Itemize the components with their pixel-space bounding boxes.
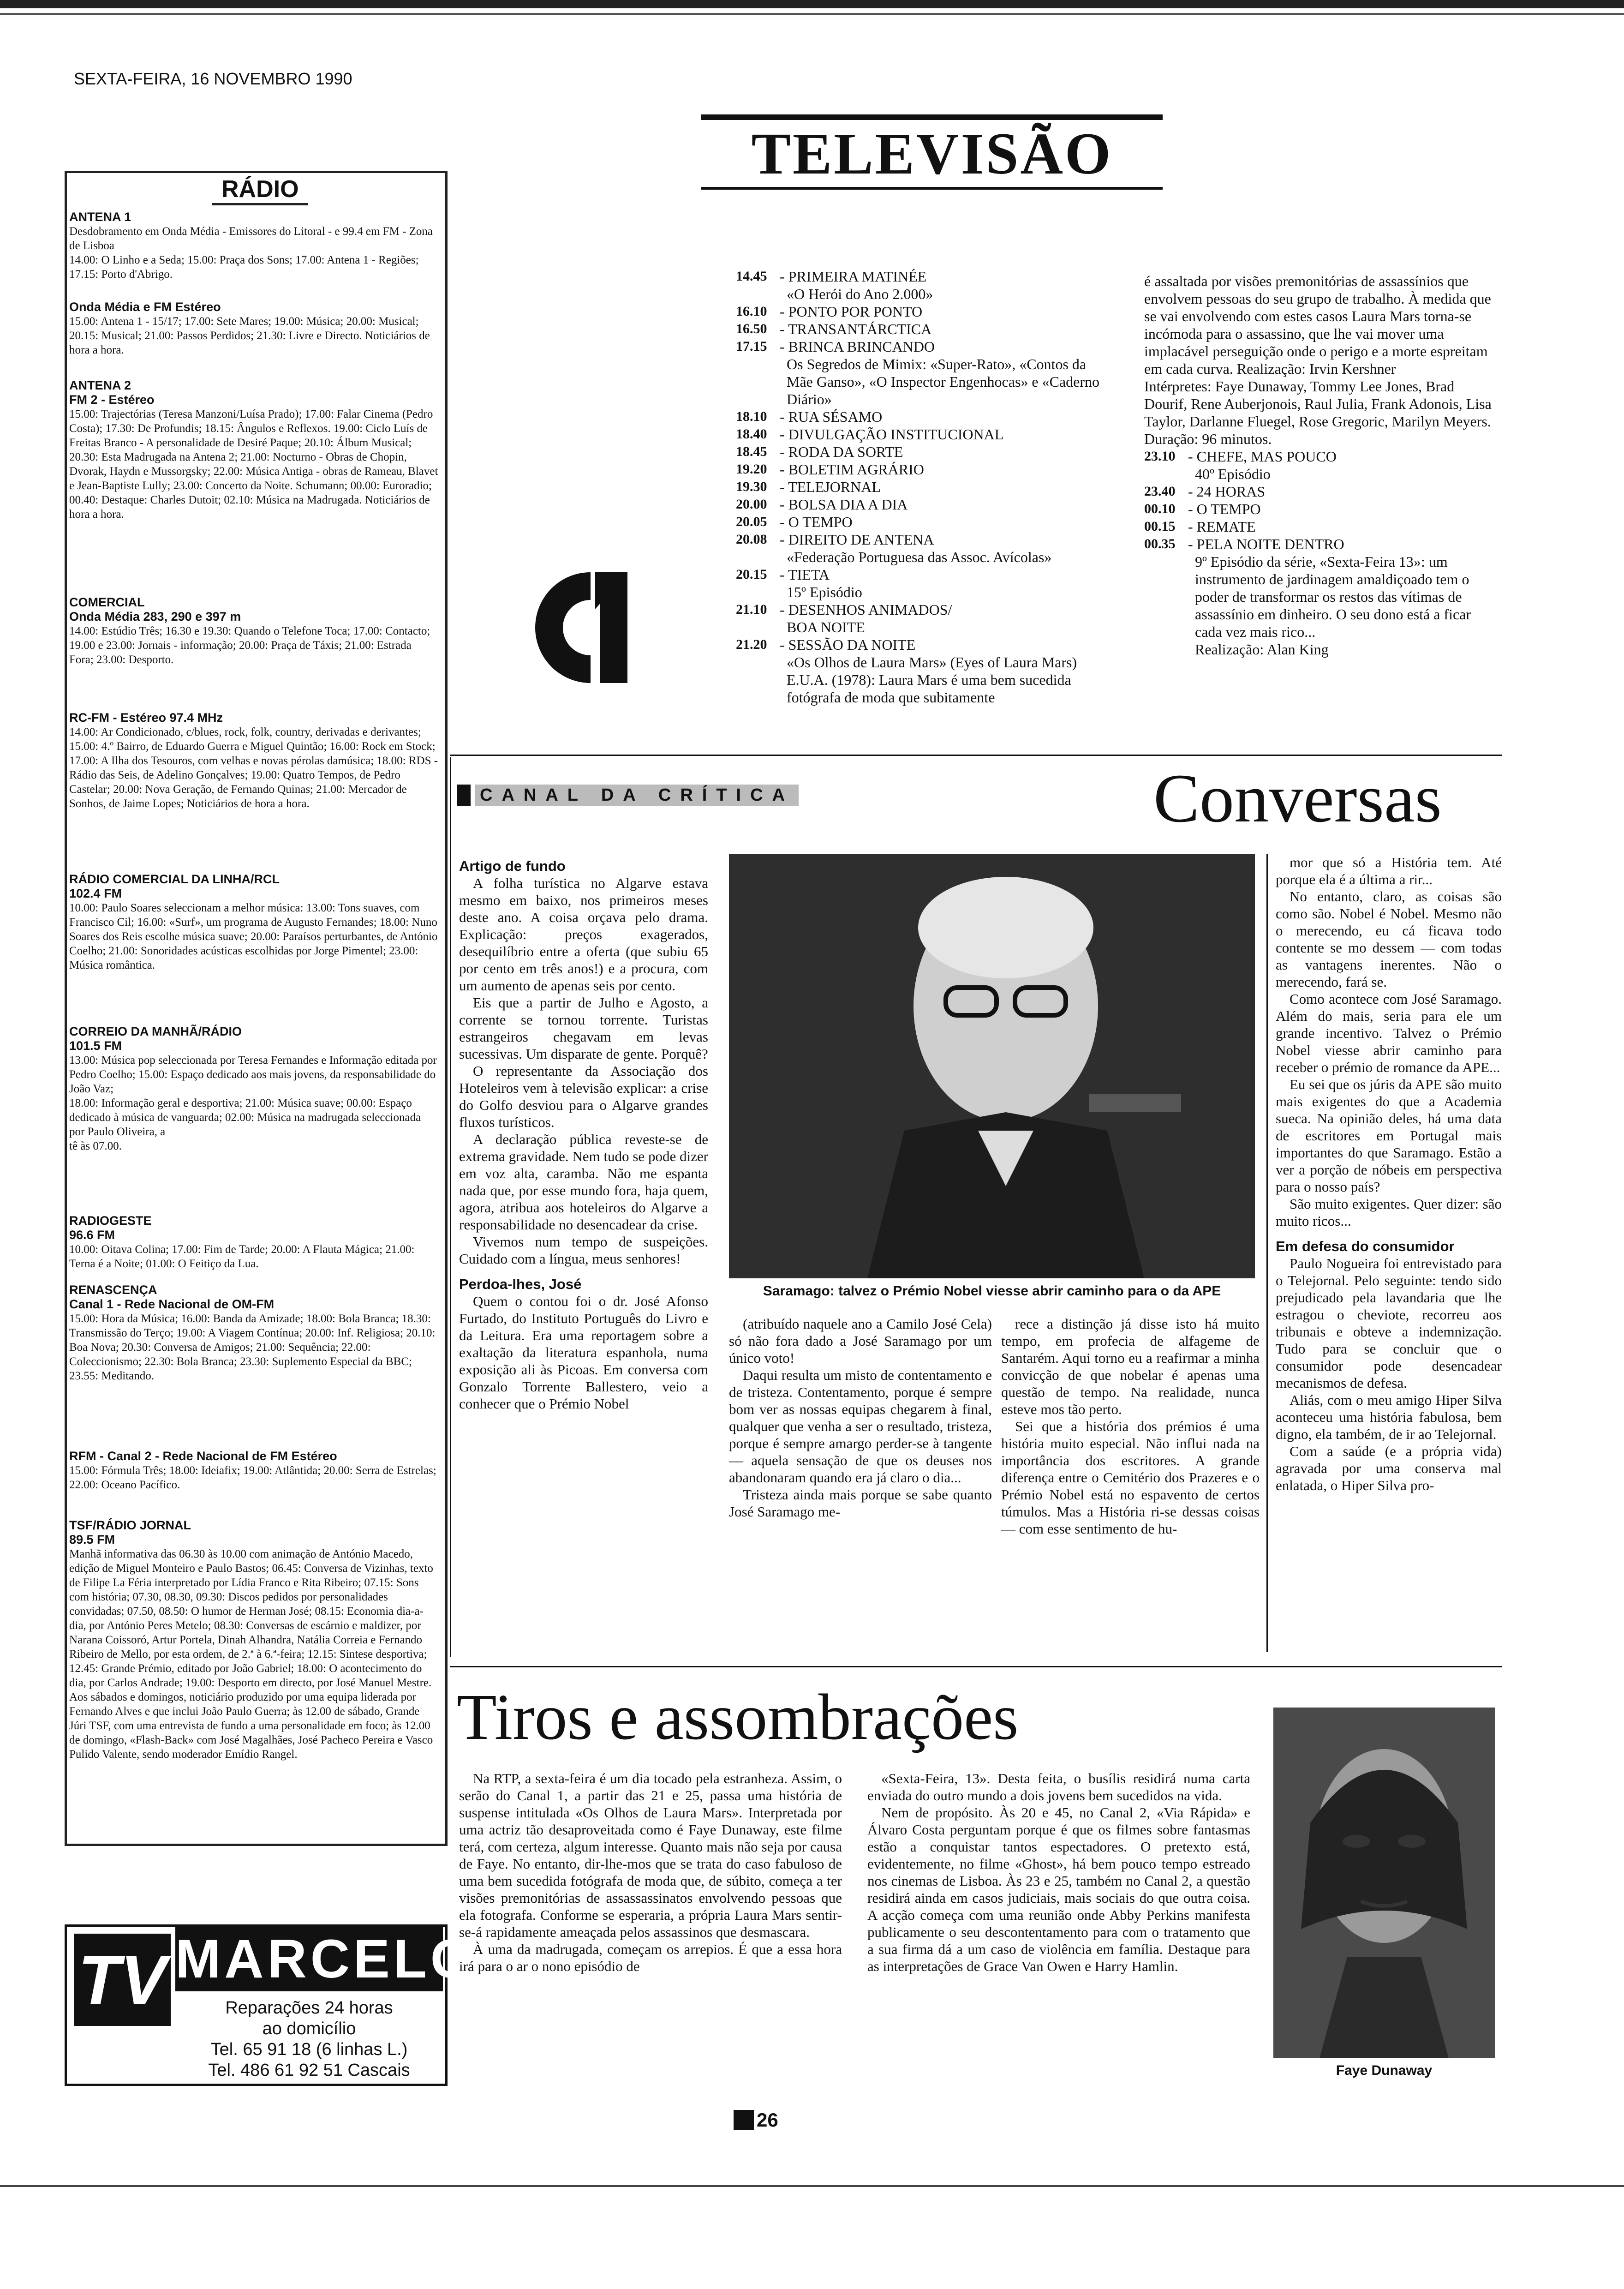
tv-program-description: «O Herói do Ano 2.000» xyxy=(787,286,933,302)
tv-program-time: 21.20 xyxy=(736,637,767,652)
radio-station-heading: TSF/RÁDIO JORNAL 89.5 FM xyxy=(69,1518,191,1546)
article-paragraph: À uma da madrugada, começam os arrepios. É que a essa hora irá para o ar o nono episódio de xyxy=(459,1941,842,1974)
article-paragraph: A folha turística no Algarve estava mesmo em baixo, nos primeiros meses deste ano. A coisa orçava pelo drama. Explicação: preços exagerados, desequilíbrio entre a oferta (que subiu 65 por cento em três anos!) e a procura, com um aumento de apenas seis por cento. xyxy=(459,875,708,994)
tv-title-rule xyxy=(701,114,1163,120)
tv-program-title: - CHEFE, MAS POUCO xyxy=(1188,448,1337,465)
tv-program xyxy=(736,338,1114,408)
conversas-headline: Conversas xyxy=(1153,760,1442,837)
radio-station-schedule: 13.00: Música pop seleccionada por Teresa Fernandes e Informação editada por Pedro Coelho; 15.00: Espaço dedicado aos mais jovens, da responsabilidade do João Vaz; 18.00: Informação geral e desportiva; 21.00: Música suave; 00.00: Espaço dedicado à música de vanguarda; 02.00: Música na madrugada seleccionada por Paulo Oliveira, a tê às 07.00. xyxy=(69,1054,437,1152)
tv-program-title: - TELEJORNAL xyxy=(780,479,881,495)
article-paragraph: Eis que a partir de Julho e Agosto, a corrente se tornou torrente. Turistas estrangeiros chegavam em levas sucessivas. Um disparate de gente. Porquê? xyxy=(459,995,708,1062)
tv-program-time: 20.05 xyxy=(736,514,767,529)
radio-station-0 xyxy=(69,210,438,282)
radio-station-heading: RÁDIO COMERCIAL DA LINHA/RCL 102.4 FM xyxy=(69,872,280,900)
radio-station-6 xyxy=(69,1025,438,1153)
faye-dunaway-photo-image xyxy=(1273,1708,1495,2058)
tv-program xyxy=(1144,518,1495,535)
radio-station-4 xyxy=(69,711,438,811)
tv-program xyxy=(736,461,1114,478)
radio-station-schedule: 15.00: Trajectórias (Teresa Manzoni/Luísa Prado); 17.00: Falar Cinema (Pedro Costa); 17.30: De Profundis; 18.15: Ângulos e Reflexos. 19.00: Ciclo Luís de Freitas Branco - A personalidade de Desiré Paque; 20.10: Álbum Musical; 20.30: Esta Madrugada na Antena 2; 21.00: Nocturno - Obras de Chopin, Dvorak, Haydn e Mussorgsky; 22.00: Música Antiga - obras de Rameau, Blavet e Jean-Baptiste Lully; 23.00: Concerto da Noite. Schumann; 00.00: Euroradio; 00.40: Destaque: Charles Dutoit; 02.10: Música na Madrugada. Noticiários de hora a hora. xyxy=(69,408,438,521)
tv-program xyxy=(736,496,1114,513)
radio-station-5 xyxy=(69,872,438,972)
tv-program-title: - DESENHOS ANIMADOS/ xyxy=(780,601,952,618)
tv-program-title: - O TEMPO xyxy=(780,514,853,530)
tiros-col-2 xyxy=(867,1770,1250,1975)
tv-program-title: - SESSÃO DA NOITE xyxy=(780,636,916,653)
faye-dunaway-caption: Faye Dunaway xyxy=(1336,2063,1433,2078)
article-paragraph: Sei que a história dos prémios é uma história muito especial. Não influi nada na importância dos escritores. A grande diferença entre o Cemitério dos Prazeres e o Prémio Nobel está no espavento de certos túmulos. Mas a História ri-se dessas coisas — com esse sentimento de hu- xyxy=(1001,1418,1260,1537)
tv-program xyxy=(736,268,1114,303)
tv-program-time: 17.15 xyxy=(736,339,767,354)
tv-program-time: 00.35 xyxy=(1144,536,1176,551)
tv-program xyxy=(736,303,1114,320)
radio-station-heading: ANTENA 2 FM 2 - Estéreo xyxy=(69,378,155,407)
article-paragraph: Nem de propósito. Às 20 e 45, no Canal 2, «Via Rápida» e Álvaro Costa perguntam porque é que os filmes sobre fantasmas estão a conquistar tantos espectadores. O pretexto está, evidentemente, no filme «Ghost», há bem pouco tempo estreado nos cinemas de Lisboa. Às 23 e 25, também no Canal 2, a questão residirá ainda em casos judiciais, mais sociais do que outra coisa. A acção começa com uma reunião onde Abby Perkins manifesta publicamente o seu descontentamento para com o tratamento que a sua firma dá a um caso de violência em família. Destaque para as interpretações de Grace Van Owen e Harry Hamlin. xyxy=(867,1804,1250,1974)
tv-program-time: 19.20 xyxy=(736,461,767,477)
tv-program-title: - DIVULGAÇÃO INSTITUCIONAL xyxy=(780,426,1004,443)
radio-station-schedule: 15.00: Antena 1 - 15/17; 17.00: Sete Mares; 19.00: Música; 20.00: Musical; 20.15: Musical; 21.00: Passos Perdidos; 21.30: Livre e Directo. Noticiários de hora a hora. xyxy=(69,315,430,356)
article-paragraph: O representante da Associação dos Hoteleiros vem à televisão explicar: a crise do Golfo desviou para o Algarve grandes fluxos turísticos. xyxy=(459,1063,708,1130)
radio-station-9 xyxy=(69,1449,438,1492)
tv-program-title: - 24 HORAS xyxy=(1188,483,1266,500)
top-rule xyxy=(0,0,1624,8)
tv-program-title: - RODA DA SORTE xyxy=(780,443,903,460)
radio-station-heading: ANTENA 1 xyxy=(69,210,131,224)
radio-station-1 xyxy=(69,300,438,357)
article-paragraph: rece a distinção já disse isto há muito tempo, em profecia de alfageme de Santarém. Aqui torno eu a reafirmar a minha convicção de que nobelar é apenas uma questão de tempo. Na realidade, nunca esteve mos tão perto. xyxy=(1001,1316,1260,1417)
article-paragraph: No entanto, claro, as coisas são como são. Nobel é Nobel. Mesmo não o merecendo, eu cá ficava todo contente se mo dessem — com todas as vantagens inerentes. Não o merecendo, fará se. xyxy=(1276,888,1502,990)
tv-program-time: 21.10 xyxy=(736,602,767,617)
page-date: SEXTA-FEIRA, 16 NOVEMBRO 1990 xyxy=(74,69,352,88)
tv-section-title: TELEVISÃO xyxy=(751,121,1113,186)
article-paragraph: Daqui resulta um misto de contentamento e de tristeza. Contentamento, porque é sempre bom ver as nossas equipas chegarem à final, qualquer que venha a ser o resultado, tristeza, porque é sempre amargo perder-se à tangente — aquela sensação de que os deuses nos abandonaram quando era já claro o dia... xyxy=(729,1367,992,1486)
tv-program-time: 20.15 xyxy=(736,567,767,582)
radio-station-heading: RENASCENÇA Canal 1 - Rede Nacional de OM-FM xyxy=(69,1283,275,1311)
radio-station-schedule: 15.00: Hora da Música; 16.00: Banda da Amizade; 18.00: Bola Branca; 18.30: Transmissão do Terço; 19.00: A Viagem Contínua; 20.00: Inf. Religiosa; 20.10: Boa Nova; 20.30: Conversa de Amigos; 21.00: Sequência; 22.00: Coleccionismo; 22.30: Bola Branca; 23.30: Suplemento Especial da BBC; 23.55: Meditando. xyxy=(69,1312,436,1382)
section-marker xyxy=(457,785,471,806)
radio-station-schedule: Manhã informativa das 06.30 às 10.00 com animação de António Macedo, edição de Miguel Monteiro e Paulo Bastos; 06.45: Conversa de Vizinhas, texto de Filipe La Féria interpretado por Lídia Franco e Rita Ribeiro; 07.15: Sons com história; 07.30, 08.30, 09.30: Discos pedidos por personalidades convidadas; 07.50, 08.50: O humor de Herman José; 08.15: Economia dia-a-dia, por António Peres Metelo; 08.30: Conversas de escárnio e maldizer, por Narana Coissoró, Artur Portela, Dinah Alhandra, Natália Correia e Fernando Ribeiro de Mello, por esta ordem, de 2.ª à 6.ª-feira; 12.15: Sintese desportiva; 12.45: Grande Prémio, editado por João Gabriel; 18.00: O acontecimento do dia, por Carlos Andrade; 19.00: Desporto em directo, por José Manuel Mestre. Aos sábados e domingos, noticiário produzido por uma equipa liderada por Fernando Alves e que inclui João Paulo Guerra; às 12.00 de sábado, Grande Júri TSF, com uma entrevista de fundo a uma personalidade em foco; às 12.00 de domingo, «Flash-Back» com José Magalhães, José Pacheco Pereira e Vasco Pulido Valente, sendo moderador Emídio Rangel. xyxy=(69,1548,433,1761)
tv-program-time: 18.40 xyxy=(736,426,767,442)
article-paragraph: Com a saúde (e a própria vida) agravada por uma conserva mal enlatada, o Hiper Silva pro- xyxy=(1276,1443,1502,1493)
tv-schedule-col-2 xyxy=(1144,272,1495,658)
article-paragraph: Tristeza ainda mais porque se sabe quanto José Saramago me- xyxy=(729,1486,992,1520)
bottom-rule xyxy=(0,2185,1624,2187)
tv-schedule-col-1 xyxy=(736,268,1114,706)
critica-col-2 xyxy=(729,1315,992,1520)
article-paragraph: «Sexta-Feira, 13». Desta feita, o busílis residirá numa carta enviada do outro mundo a dois jovens bem sucedidos na vida. xyxy=(867,1770,1250,1804)
article-paragraph: Vivemos num tempo de suspeições. Cuidado com a língua, meus senhores! xyxy=(459,1234,708,1267)
tv-program xyxy=(1144,535,1495,658)
tv-program-title: - TRANSANTÁRCTICA xyxy=(780,321,932,337)
radio-station-heading: Onda Média e FM Estéreo xyxy=(69,300,221,314)
radio-station-heading: RFM - Canal 2 - Rede Nacional de FM Estéreo xyxy=(69,1449,337,1463)
tv-program-time: 20.00 xyxy=(736,497,767,512)
tv-program xyxy=(736,408,1114,425)
tv-program-title: - PONTO POR PONTO xyxy=(780,303,923,320)
section-rule xyxy=(450,1666,1502,1667)
tv-program-time: 20.08 xyxy=(736,532,767,547)
ad-tv-logo: TV xyxy=(74,1934,171,2026)
tv-program xyxy=(736,636,1114,706)
article-paragraph: A declaração pública reveste-se de extrema gravidade. Nem tudo se pode dizer em voz alta, caramba. Não me espanta nada que, por esse mundo fora, haja quem, agora, atribua aos hoteleiros do Algarve a responsabilidade no desencadear da crise. xyxy=(459,1131,708,1233)
tv-program-time: 16.10 xyxy=(736,304,767,319)
tv-program-description: BOA NOITE xyxy=(787,619,865,635)
faye-dunaway-photo xyxy=(1273,1708,1495,2058)
column-rule xyxy=(450,757,451,1657)
critica-col-1 xyxy=(459,849,708,1412)
tv-program-description: 9º Episódio da série, «Sexta-Feira 13»: um instrumento de jardinagem amaldiçoado tem o poder de transformar os restos das vítimas de assassínio em dinheiro. O seu dono está a ficar cada vez mais rico... Realização: Alan King xyxy=(1195,553,1471,658)
tv-program xyxy=(736,601,1114,636)
rtp1-logo-icon xyxy=(498,558,683,697)
tv-program xyxy=(1144,483,1495,500)
radio-station-heading: CORREIO DA MANHÃ/RÁDIO 101.5 FM xyxy=(69,1025,242,1053)
article-paragraph: mor que só a História tem. Até porque ela é a última a rir... xyxy=(1276,854,1502,887)
tv-program xyxy=(736,320,1114,338)
tiros-headline: Tiros e assombrações xyxy=(457,1680,1019,1753)
radio-station-3 xyxy=(69,595,438,667)
radio-station-schedule: 14.00: Estúdio Três; 16.30 e 19.30: Quando o Telefone Toca; 17.00: Contacto; 19.00 e 23.00: Jornais - informação; 20.00: Praça de Táxis; 21.00: Estrada Fora; 23.00: Desporto. xyxy=(69,625,430,666)
article-paragraph: (atribuído naquele ano a Camilo José Cela) só não fora dado a José Saramago por um único voto! xyxy=(729,1316,992,1366)
saramago-photo-caption: Saramago: talvez o Prémio Nobel viesse abrir caminho para o da APE xyxy=(763,1283,1221,1299)
column-rule xyxy=(1266,854,1268,1652)
tv-program-time: 00.15 xyxy=(1144,519,1176,534)
radio-station-2 xyxy=(69,378,438,521)
tv-program-description: 40º Episódio xyxy=(1195,466,1271,482)
tv-program xyxy=(736,531,1114,566)
tv-program xyxy=(1144,272,1495,448)
canal-da-critica-label: CANAL DA CRÍTICA xyxy=(475,785,799,806)
ad-line-3: Tel. 65 91 18 (6 linhas L.) xyxy=(210,2040,408,2059)
radio-station-8 xyxy=(69,1283,438,1383)
article-paragraph: Na RTP, a sexta-feira é um dia tocado pela estranheza. Assim, o serão do Canal 1, a partir das 21 e 25, passa uma história de suspense intitulada «Os Olhos de Laura Mars». Interpretada por uma actriz tão desaproveitada como é Faye Dunaway, este filme terá, com certeza, algum interesse. Quanto mais não seja por causa de Faye. No entanto, dir-lhe-mos que se trata do caso fabuloso de uma bem sucedida fotógrafa de moda que, de súbito, começa a ter visões premonitórias de assassassinatos envolvendo pessoas que ela fotografa. Conforme se esperaria, a própria Laura Mars sentir-se-á rapidamente ameaçada pelos assassinos que desmascara. xyxy=(459,1770,842,1940)
tv-title-rule-bottom xyxy=(701,187,1163,190)
tv-program-title: - REMATE xyxy=(1188,518,1256,535)
tv-program-time: 18.45 xyxy=(736,444,767,459)
article-subheading: Perdoa-lhes, José xyxy=(459,1276,582,1292)
article-paragraph: Paulo Nogueira foi entrevistado para o Telejornal. Pelo seguinte: tendo sido prejudicado pela lavandaria que lhe estragou o cheviote, recorreu aos tribunais e obteve a indemnização. Tudo para se concluir que o consumidor pode desencadear mecanismos de defesa. xyxy=(1276,1255,1502,1391)
article-paragraph: Eu sei que os júris da APE são muito mais exigentes do que a Academia sueca. Na opinião deles, há uma data de escritores em Portugal mais importantes do que Saramago. Estão a ver a porção de nóbeis em perspectiva para o nosso país? xyxy=(1276,1076,1502,1195)
tv-program-time: 14.45 xyxy=(736,269,767,284)
radio-station-schedule: Desdobramento em Onda Média - Emissores do Litoral - e 99.4 em FM - Zona de Lisboa 14.00: O Linho e a Seda; 15.00: Praça dos Sons; 17.00: Antena 1 - Regiões; 17.15: Porto d'Abrigo. xyxy=(69,225,433,281)
radio-station-heading: COMERCIAL Onda Média 283, 290 e 397 m xyxy=(69,595,241,623)
tv-program-time: 16.50 xyxy=(736,321,767,336)
tv-program xyxy=(1144,448,1495,483)
tv-program-title: - RUA SÉSAMO xyxy=(780,408,883,425)
tiros-col-1 xyxy=(459,1770,842,1975)
critica-col-3 xyxy=(1001,1315,1260,1537)
page-number: 26 xyxy=(757,2109,778,2131)
ad-brand-name: MARCELO xyxy=(175,1927,443,1991)
critica-col-4 xyxy=(1276,854,1502,1494)
radio-station-7 xyxy=(69,1214,438,1271)
section-rule xyxy=(450,755,1502,756)
tv-program-description: «Os Olhos de Laura Mars» (Eyes of Laura Mars) E.U.A. (1978): Laura Mars é uma bem sucedida fotógrafa de moda que subitamente xyxy=(787,654,1077,706)
article-paragraph: São muito exigentes. Quer dizer: são muito ricos... xyxy=(1276,1196,1502,1229)
ad-line-4: Tel. 486 61 92 51 Cascais xyxy=(208,2061,410,2080)
tv-program-title: - DIREITO DE ANTENA xyxy=(780,531,934,548)
article-paragraph: Aliás, com o meu amigo Hiper Silva aconteceu uma história fabulosa, bem digno, ela também, de ir ao Telejornal. xyxy=(1276,1392,1502,1442)
ad-line-2: ao domicílio xyxy=(262,2019,356,2038)
tv-program-description: 15º Episódio xyxy=(787,584,862,600)
radio-station-schedule: 10.00: Oitava Colina; 17.00: Fim de Tarde; 20.00: A Flauta Mágica; 21.00: Terna é a Noite; 01.00: O Feitiço da Lua. xyxy=(69,1243,415,1270)
radio-title: RÁDIO xyxy=(212,175,308,205)
tv-program-title: - PELA NOITE DENTRO xyxy=(1188,536,1344,552)
tv-program-time: 19.30 xyxy=(736,479,767,494)
radio-station-schedule: 14.00: Ar Condicionado, c/blues, rock, folk, country, derivadas e derivantes; 15.00: 4.º Bairro, de Eduardo Guerra e Miguel Quintão; 16.00: Rock em Stock; 17.00: A Ilha dos Tesouros, com velhas e novas pérolas damúsica; 18.00: RDS - Rádio das Seis, de Adelino Gonçalves; 19.00: Quatro Tempos, de Pedro Castelar; 20.00: Nova Geração, de Fernando Quinas; 21.00: Mercador de Sonhos, de Jaime Lopes; Noticiários de hora a hora. xyxy=(69,726,438,810)
tv-program-time: 18.10 xyxy=(736,409,767,424)
article-subheading: Artigo de fundo xyxy=(459,858,566,874)
radio-station-schedule: 15.00: Fórmula Três; 18.00: Ideiafix; 19.00: Atlântida; 20.00: Serra de Estrelas; 22.00: Oceano Pacífico. xyxy=(69,1464,436,1491)
tv-program xyxy=(736,425,1114,443)
tv-program-description: Os Segredos de Mimix: «Super-Rato», «Contos da Mãe Ganso», «O Inspector Engenhocas» e «Caderno Diário» xyxy=(787,356,1100,407)
radio-station-schedule: 10.00: Paulo Soares seleccionam a melhor música: 13.00: Tons suaves, com Francisco Cil; 16.00: «Surf», um programa de Augusto Fernandes; 18.00: Nuno Soares dos Reis escolhe música suave; 20.00: Paraísos perturbantes, de António Coelho; 21.00: Sonoridades acústicas escolhidas por Jorge Pimentel; 23.00: Música romântica. xyxy=(69,902,438,971)
tv-program-title: - PRIMEIRA MATINÉE xyxy=(780,268,927,285)
tv-program xyxy=(736,513,1114,531)
top-rule-thin xyxy=(0,13,1624,15)
saramago-photo-image xyxy=(729,854,1255,1278)
tv-program-time: 23.10 xyxy=(1144,449,1176,464)
article-paragraph: Como acontece com José Saramago. Além do mais, seria para ele um grande incentivo. Talvez o Prémio Nobel viesse abrir caminho para receber o prémio de romance da APE... xyxy=(1276,991,1502,1075)
tv-program-description: «Federação Portuguesa das Assoc. Avícolas» xyxy=(787,549,1052,565)
tv-program-description: é assaltada por visões premonitórias de assassínios que envolvem pessoas do seu grupo de trabalho. À medida que se vai envolvendo com estes casos Laura Mars torna-se incómoda para o assassino, que lhe vai mover uma implacável perseguição onde o perigo e a morte espreitam em cada curva. Realização: Irvin Kershner Intérpretes: Faye Dunaway, Tommy Lee Jones, Brad Dourif, Rene Auberjonois, Raul Julia, Frank Adonois, Lisa Taylor, Darlanne Fluegel, Rose Gregoric, Marilyn Meyers. Duração: 96 minutos. xyxy=(1144,273,1492,447)
tv-program xyxy=(1144,500,1495,518)
ad-line-1: Reparações 24 horas xyxy=(225,1998,393,2018)
radio-station-heading: RADIOGESTE 96.6 FM xyxy=(69,1214,152,1242)
saramago-photo xyxy=(729,854,1255,1278)
radio-station-heading: RC-FM - Estéreo 97.4 MHz xyxy=(69,711,223,725)
tv-program xyxy=(736,478,1114,496)
tv-program xyxy=(736,566,1114,601)
tv-program-title: - O TEMPO xyxy=(1188,501,1261,517)
tv-program-title: - BOLETIM AGRÁRIO xyxy=(780,461,924,478)
tv-program-title: - BRINCA BRINCANDO xyxy=(780,338,935,355)
radio-station-10 xyxy=(69,1518,438,1762)
tv-program-title: - BOLSA DIA A DIA xyxy=(780,496,908,513)
article-paragraph: Quem o contou foi o dr. José Afonso Furtado, do Instituto Português do Livro e da Leitura. Era uma reportagem sobre a exaltação da literatura espanhola, numa exposição ali às Picoas. Em conversa com Gonzalo Torrente Ballestero, veio a conhecer que o Prémio Nobel xyxy=(459,1293,708,1412)
tv-program-time: 23.40 xyxy=(1144,484,1176,499)
page-logo-icon xyxy=(734,2110,754,2130)
tv-program-title: - TIETA xyxy=(780,566,830,583)
tv-program xyxy=(736,443,1114,461)
tv-program-time: 00.10 xyxy=(1144,501,1176,516)
article-subheading: Em defesa do consumidor xyxy=(1276,1238,1455,1254)
